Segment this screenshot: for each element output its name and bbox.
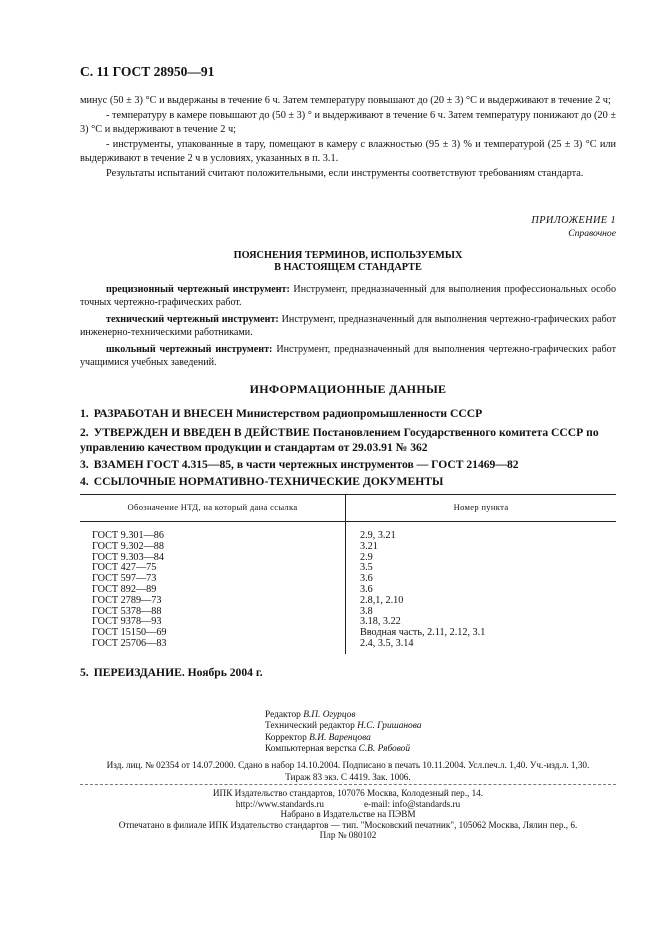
term-entry — [80, 284, 616, 309]
paragraph: - инструменты, упакованные в тару, помещают в камеру с влажностью (95 ± 3) % и температурой (25 ± 3) °С или выдерживают в течение 2 ч в условиях, указанных в п. 3.1. — [80, 138, 616, 165]
table-cell: 2.8,1, 2.10 — [360, 594, 404, 606]
terms-list — [80, 284, 616, 375]
term-definition: Инструмент, предназначенный для выполнения чертежно-графических работ учащимися учебных заведений. — [80, 344, 616, 368]
table-cell: 3.18, 3.22 — [360, 616, 401, 628]
info-title: ИНФОРМАЦИОННЫЕ ДАННЫЕ — [249, 382, 447, 396]
credit-line — [265, 733, 616, 744]
credit-line — [265, 744, 616, 755]
term-entry — [80, 344, 616, 369]
website-link[interactable]: http://www.standards.ru — [235, 798, 324, 809]
term-definition: Инструмент, предназначенный для выполнения профессиональных особо точных чертежно-графических работ. — [80, 284, 616, 308]
appendix-type: Справочное — [568, 228, 616, 239]
credit-line — [265, 721, 616, 732]
table-row — [80, 574, 616, 585]
divider — [80, 784, 616, 785]
item-text: ССЫЛОЧНЫЕ НОРМАТИВНО-ТЕХНИЧЕСКИЕ ДОКУМЕНТЫ — [93, 475, 444, 488]
table-cell: ГОСТ 597—73 — [80, 574, 346, 585]
paragraph: минус (50 ± 3) °С и выдержаны в течение 6 ч. Затем температуру повышают до (20 ± 3) °С и выдерживают в течение 2 ч; — [80, 95, 611, 106]
terms-title-line: В НАСТОЯЩЕМ СТАНДАРТЕ — [274, 261, 422, 273]
table-cell: ГОСТ 9.301—86 — [80, 522, 346, 542]
table-cell: Вводная часть, 2.11, 2.12, 3.1 — [360, 627, 486, 639]
item-text: РАЗРАБОТАН И ВНЕСЕН Министерством радиопромышленности СССР — [93, 407, 483, 420]
item-text: ПЕРЕИЗДАНИЕ. Ноябрь 2004 г. — [93, 666, 263, 679]
credit-line — [265, 710, 616, 721]
table-cell: ГОСТ 9.303—84 — [80, 553, 346, 564]
table-row — [80, 596, 616, 607]
credit-person: С.В. Рябовой — [358, 744, 411, 755]
table-row — [80, 563, 616, 574]
imprint-line: Тираж 83 экз. С 4419. Зак. 1006. — [285, 771, 411, 782]
column-header-clause: Номер пункта — [346, 495, 617, 522]
table-cell: ГОСТ 2789—73 — [80, 596, 346, 607]
item-number: 4. — [80, 475, 89, 488]
item-text: УТВЕРЖДЕН И ВВЕДЕН В ДЕЙСТВИЕ Постановлением Государственного комитета СССР по управлению качеством продукции и стандартам от 29.03.91 № 362 — [80, 426, 599, 454]
term-definition: Инструмент, предназначенный для выполнения чертежно-графических работ инженерно-техническими работниками. — [80, 314, 616, 338]
table-header-row — [80, 495, 616, 522]
table-cell: ГОСТ 25706—83 — [80, 639, 346, 654]
table-cell: 3.6 — [360, 573, 373, 585]
table-cell: 2.4, 3.5, 3.14 — [360, 637, 414, 649]
credit-person: В.П. Огурцов — [303, 710, 356, 720]
term-name: прецизионный чертежный инструмент: — [106, 284, 290, 295]
column-header-designation: Обозначение НТД, на который дана ссылка — [80, 495, 346, 522]
table-cell: ГОСТ 9378—93 — [80, 617, 346, 628]
table-cell: 3.8 — [360, 605, 373, 617]
reference-documents-table — [80, 494, 616, 654]
credit-person: Н.С. Гришанова — [357, 721, 422, 732]
item-text: ВЗАМЕН ГОСТ 4.315—85, в части чертежных инструментов — ГОСТ 21469—82 — [93, 458, 519, 471]
appendix-label — [531, 214, 616, 240]
info-item-4 — [80, 474, 616, 489]
credit-role: Корректор — [265, 732, 307, 743]
credit-role: Технический редактор — [265, 721, 355, 732]
table-row — [80, 522, 616, 542]
info-item-5 — [80, 665, 616, 680]
publisher-line: ИПК Издательство стандартов, 107076 Москва, Колодезный пер., 14. — [212, 788, 484, 798]
publisher-line: Отпечатано в филиале ИПК Издательство стандартов — тип. "Московский печатник", 105062 Москва, Лялин пер., 6. — [118, 819, 578, 830]
publisher-contacts — [236, 799, 460, 810]
item-number: 5. — [80, 666, 89, 679]
credit-role: Компьютерная верстка — [265, 744, 357, 755]
table-cell: 3.5 — [360, 562, 373, 574]
info-item-3 — [80, 457, 616, 472]
appendix-number: ПРИЛОЖЕНИЕ 1 — [531, 215, 616, 226]
item-number: 1. — [80, 407, 89, 420]
term-name: технический чертежный инструмент: — [106, 314, 279, 326]
imprint-line: Изд. лиц. № 02354 от 14.07.2000. Сдано в набор 14.10.2004. Подписано в печать 10.11.2004. Усл.печ.л. 1,40. Уч.-изд.л. 1,30. — [106, 760, 590, 770]
table-cell: 2.9, 3.21 — [360, 530, 396, 541]
table-row — [80, 553, 616, 564]
publisher-line: Плр № 080102 — [319, 830, 377, 841]
email-link[interactable]: e-mail: info@standards.ru — [363, 798, 461, 809]
test-procedure-text — [80, 94, 616, 182]
table-cell: ГОСТ 427—75 — [80, 563, 346, 574]
table-cell: 3.21 — [360, 540, 378, 552]
table-cell: 2.9 — [360, 551, 373, 563]
item-number: 2. — [80, 426, 89, 439]
item-number: 3. — [80, 458, 89, 471]
table-row — [80, 639, 616, 654]
publisher-line: Набрано в Издательстве на ПЭВМ — [280, 809, 416, 820]
print-imprint — [80, 760, 616, 783]
editorial-credits — [80, 710, 616, 756]
terms-title-line: ПОЯСНЕНИЯ ТЕРМИНОВ, ИСПОЛЬЗУЕМЫХ — [233, 250, 463, 261]
table-cell: ГОСТ 15150—69 — [80, 628, 346, 639]
terms-title — [80, 250, 616, 273]
table-row — [80, 542, 616, 553]
term-entry — [80, 314, 616, 339]
publisher-info — [80, 788, 616, 841]
term-name: школьный чертежный инструмент: — [106, 344, 273, 356]
table-cell: ГОСТ 5378—88 — [80, 607, 346, 618]
paragraph: - температуру в камере повышают до (50 ± 3) ° и выдерживают в течение 6 ч. Затем температуру понижают до (20 ± 3) °С и выдерживают в течение 2 ч; — [80, 109, 616, 136]
info-item-1 — [80, 406, 616, 421]
page-header: С. 11 ГОСТ 28950—91 — [80, 64, 215, 79]
credit-role: Редактор — [265, 710, 301, 720]
table-cell: 3.6 — [360, 583, 373, 595]
table-cell: ГОСТ 9.302—88 — [80, 542, 346, 553]
table-cell: ГОСТ 892—89 — [80, 585, 346, 596]
info-item-2 — [80, 425, 616, 455]
credit-person: В.И. Варенцова — [309, 732, 371, 743]
paragraph: Результаты испытаний считают положительными, если инструменты соответствуют требованиям стандарта. — [106, 167, 584, 179]
